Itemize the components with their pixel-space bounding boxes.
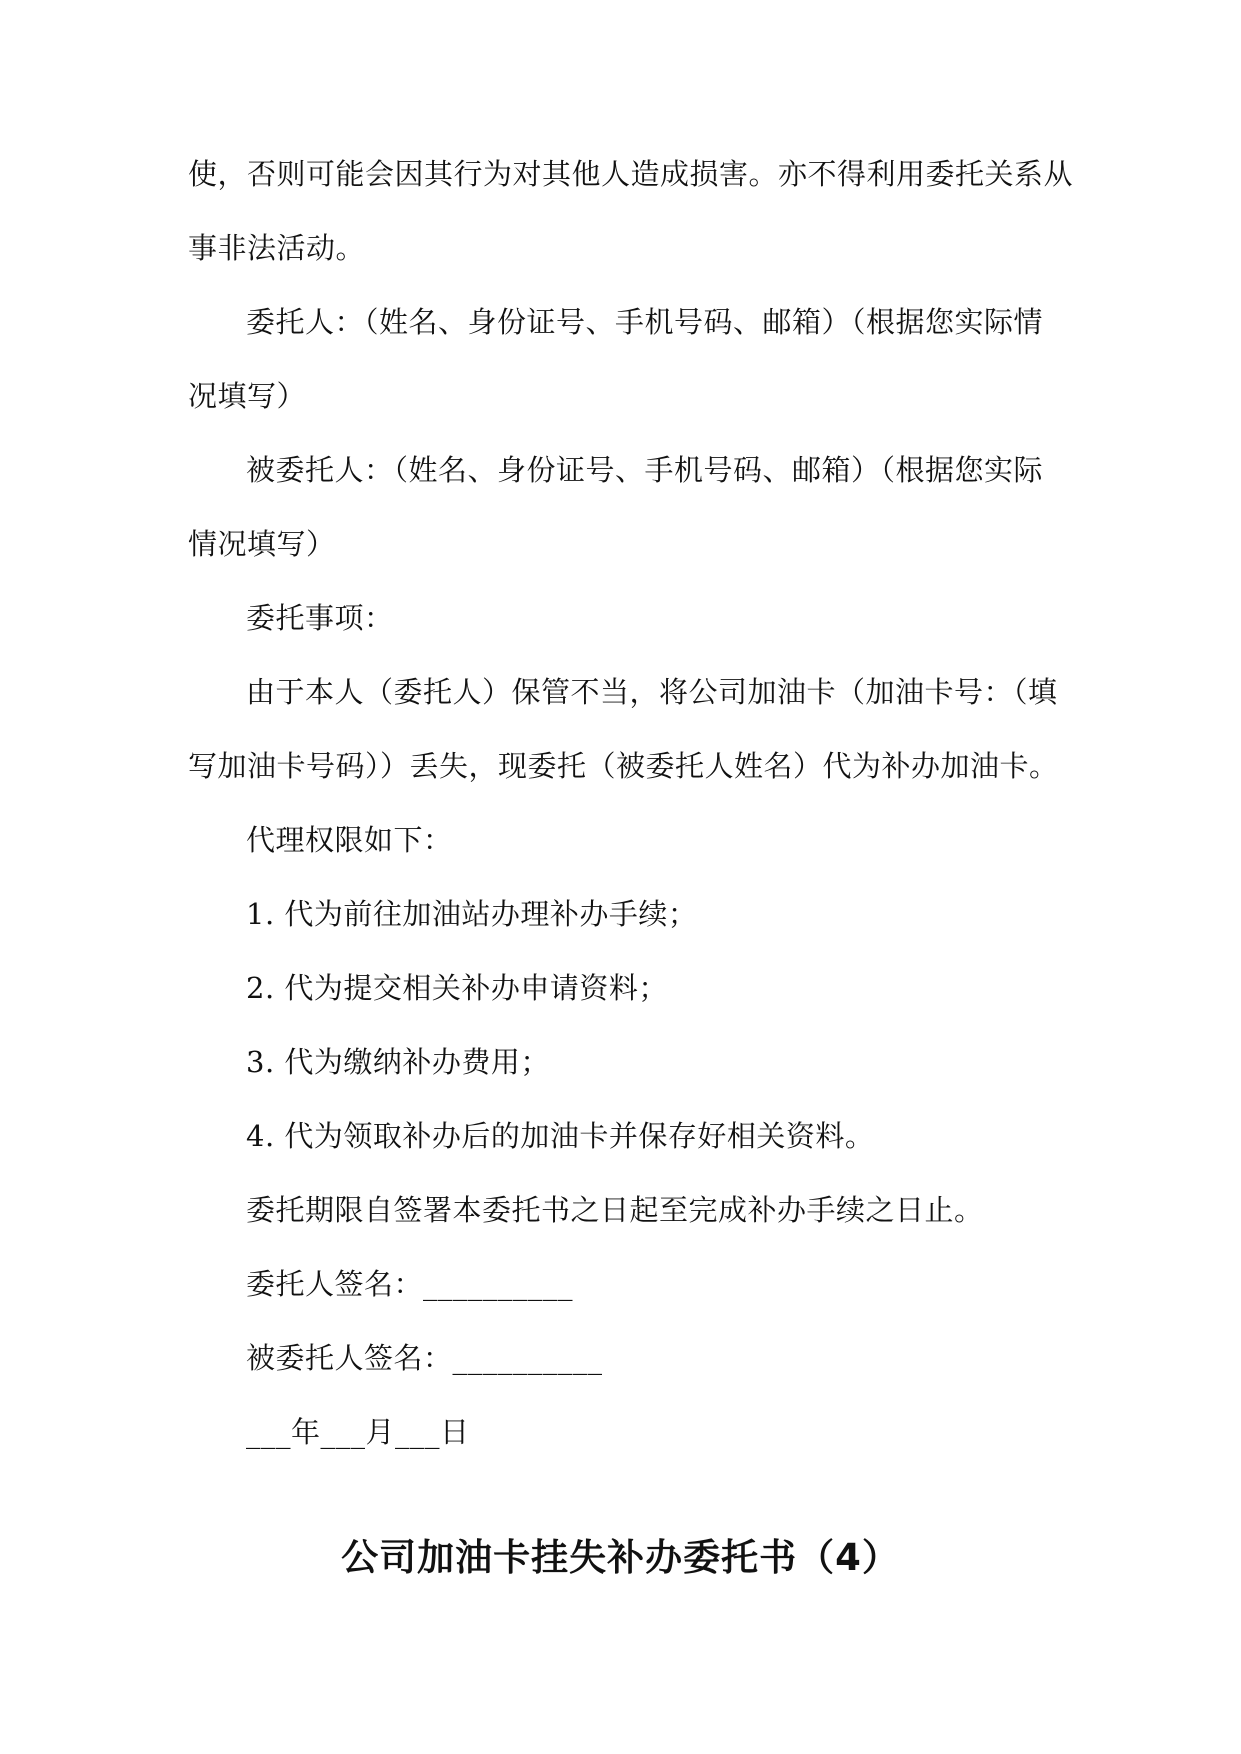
body-line: 事非法活动。 — [188, 231, 366, 265]
document-body — [188, 137, 1074, 1469]
term-line: 委托期限自签署本委托书之日起至完成补办手续之日止。 — [246, 1193, 984, 1227]
principal-line-cont: 况填写） — [188, 379, 307, 413]
matters-line-cont: 写加油卡号码））丢失，现委托（被委托人姓名）代为补办加油卡。 — [188, 749, 1059, 783]
body-line: 使，否则可能会因其行为对其他人造成损害。亦不得利用委托关系从 — [188, 157, 1074, 191]
authority-item-2: 2. 代为提交相关补办申请资料； — [246, 971, 668, 1005]
authority-item-1: 1. 代为前往加油站办理补办手续； — [246, 897, 698, 931]
next-document-title: 公司加油卡挂失补办委托书（4） — [341, 1536, 900, 1579]
date-line: ___年___月___日 — [246, 1415, 470, 1449]
agent-line: 被委托人：（姓名、身份证号、手机号码、邮箱）（根据您实际 — [246, 453, 1044, 487]
principal-line: 委托人：（姓名、身份证号、手机号码、邮箱）（根据您实际情 — [246, 305, 1044, 339]
matters-heading: 委托事项： — [246, 601, 394, 635]
matters-line: 由于本人（委托人）保管不当，将公司加油卡（加油卡号：（填 — [246, 675, 1058, 709]
authority-item-3: 3. 代为缴纳补办费用； — [246, 1045, 550, 1079]
agent-line-cont: 情况填写） — [188, 527, 336, 561]
principal-signature: 委托人签名：__________ — [246, 1267, 574, 1301]
authority-item-4: 4. 代为领取补办后的加油卡并保存好相关资料。 — [246, 1119, 875, 1153]
authority-heading: 代理权限如下： — [246, 823, 453, 857]
agent-signature: 被委托人签名：__________ — [246, 1341, 603, 1375]
